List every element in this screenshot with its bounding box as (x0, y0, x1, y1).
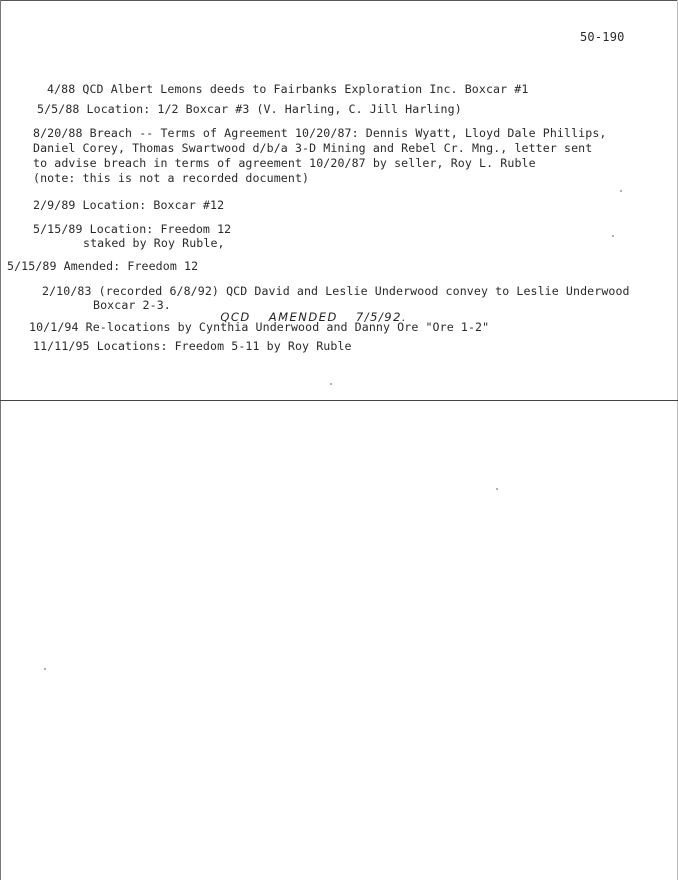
page-edge-top (0, 0, 678, 1)
horizontal-divider (0, 400, 678, 401)
scan-speck (620, 190, 622, 192)
entry-line-3d: (note: this is not a recorded document) (33, 171, 310, 185)
entry-line-5a: 5/15/89 Location: Freedom 12 (33, 222, 232, 236)
scan-speck (330, 383, 332, 385)
entry-line-8: 10/1/94 Re-locations by Cynthia Underwood and Danny Ore "Ore 1-2" (29, 320, 490, 334)
entry-line-7b: Boxcar 2-3. (93, 298, 171, 312)
handwritten-amended: AMENDED (268, 310, 338, 324)
page-edge-left (0, 0, 1, 880)
document-number: 50-190 (580, 30, 625, 44)
entry-line-6: 5/15/89 Amended: Freedom 12 (7, 259, 199, 273)
handwritten-date: 7/5/92. (355, 310, 408, 324)
entry-line-5b: staked by Roy Ruble, (83, 236, 225, 250)
entry-line-1: 4/88 QCD Albert Lemons deeds to Fairbanks Exploration Inc. Boxcar #1 (47, 82, 529, 96)
entry-line-9: 11/11/95 Locations: Freedom 5-11 by Roy Ruble (33, 339, 352, 353)
handwritten-qcd: QCD (220, 310, 251, 324)
entry-line-2: 5/5/88 Location: 1/2 Boxcar #3 (V. Harling, C. Jill Harling) (37, 102, 462, 116)
entry-line-4: 2/9/89 Location: Boxcar #12 (33, 198, 225, 212)
entry-line-7a: 2/10/83 (recorded 6/8/92) QCD David and Leslie Underwood convey to Leslie Underwood (42, 284, 630, 298)
entry-line-3c: to advise breach in terms of agreement 10/20/87 by seller, Roy L. Ruble (33, 156, 536, 170)
scan-speck (612, 235, 614, 237)
entry-line-3a: 8/20/88 Breach -- Terms of Agreement 10/20/87: Dennis Wyatt, Lloyd Dale Phillips, (33, 126, 607, 140)
scan-speck (44, 668, 46, 670)
scan-speck (496, 488, 498, 490)
entry-line-3b: Daniel Corey, Thomas Swartwood d/b/a 3-D Mining and Rebel Cr. Mng., letter sent (33, 141, 593, 155)
